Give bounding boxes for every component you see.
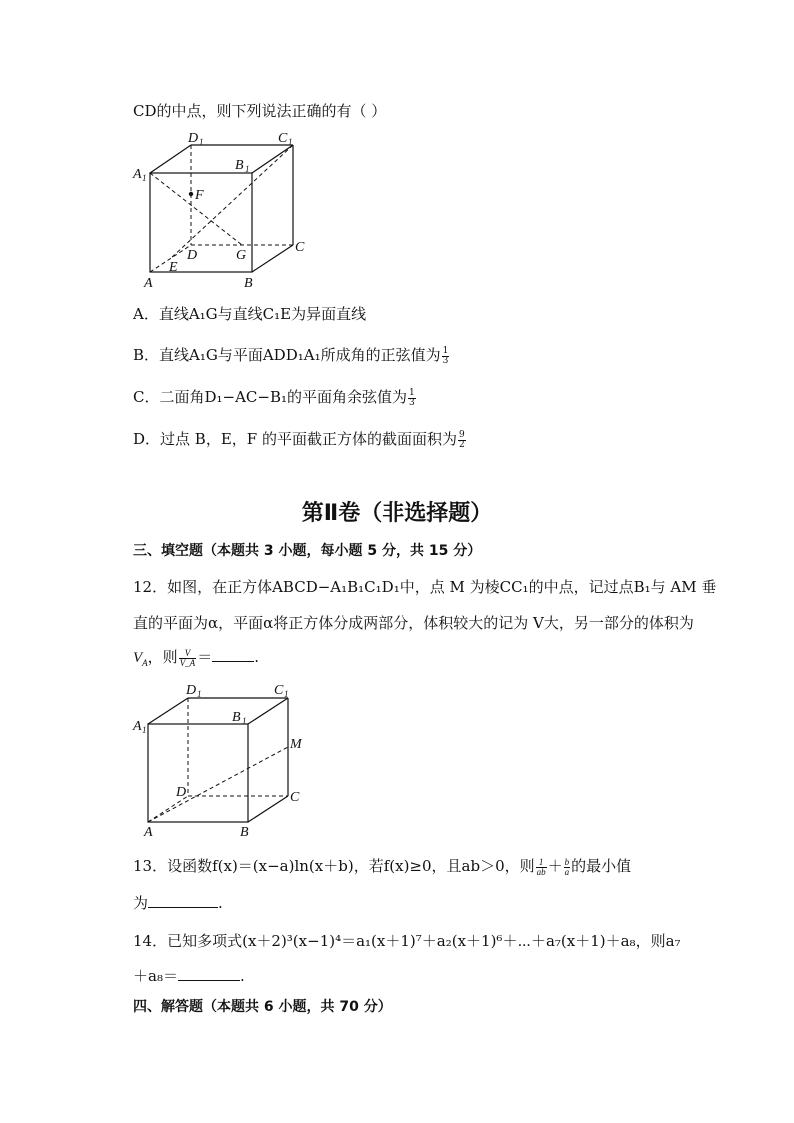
svg-text:1: 1 — [242, 716, 247, 726]
q12-answer-blank[interactable] — [212, 649, 254, 662]
svg-text:1: 1 — [245, 164, 250, 174]
q11-option-b-text: B．直线A₁G与平面ADD₁A₁所成角的正弦值为 — [133, 346, 441, 364]
svg-text:B: B — [235, 158, 244, 173]
q13-line1: 13．设函数f(x)＝(x−a)ln(x＋b)，若f(x)≥0，且ab＞0，则 $\frac{1}{ab}$ ＋ $\frac{b}{a}$ 的最小值 — [133, 856, 632, 877]
q13-answer-blank[interactable] — [148, 895, 218, 908]
svg-text:D: D — [186, 683, 197, 698]
q13-fraction-1: $\frac{1}{ab}$ — [536, 856, 546, 877]
q12-fraction: $\frac{V}{V\_A}$ — [179, 647, 196, 668]
svg-text:1: 1 — [284, 689, 289, 699]
svg-text:C: C — [295, 240, 305, 255]
svg-text:C: C — [278, 131, 288, 146]
q11-option-d — [133, 428, 467, 450]
svg-text:A: A — [144, 276, 153, 291]
section2-title: 第Ⅱ卷（非选择题） — [301, 501, 493, 526]
q14-answer-blank[interactable] — [178, 968, 240, 981]
svg-text:1: 1 — [288, 137, 293, 147]
q11-option-b-fraction: $\frac{1}{3}$ — [442, 345, 449, 366]
svg-text:G: G — [236, 248, 247, 263]
q13-fraction-2: $\frac{b}{a}$ — [564, 856, 570, 877]
svg-text:D: D — [187, 248, 198, 263]
section4-header: 四、解答题（本题共 6 小题，共 70 分） — [133, 999, 392, 1015]
svg-text:A: A — [144, 825, 153, 840]
q11-option-b — [133, 344, 450, 366]
svg-text:E: E — [169, 260, 178, 275]
svg-text:B: B — [240, 825, 249, 840]
svg-text:D: D — [188, 131, 199, 146]
q12-line1: 12．如图，在正方体ABCD−A₁B₁C₁D₁中，点 M 为棱CC₁的中点，记过点B₁与 AM 垂 — [133, 578, 717, 596]
svg-text:B: B — [244, 276, 253, 291]
q11-option-c-fraction: $\frac{1}{3}$ — [409, 387, 415, 408]
svg-text:D: D — [176, 785, 187, 800]
q11-option-d-text: D．过点 B，E，F 的平面截正方体的截面面积为 — [133, 430, 457, 448]
svg-text:C: C — [274, 683, 284, 698]
q11-option-a: A．直线A₁G与直线C₁E为异面直线 — [133, 305, 367, 323]
q11-option-c — [133, 386, 417, 408]
q11-option-d-fraction: $\frac{9}{2}$ — [458, 429, 465, 450]
q11-cube-figure — [128, 128, 318, 293]
svg-text:1: 1 — [142, 725, 147, 735]
q14-line1: 14．已知多项式(x＋2)³(x−1)⁴＝a₁(x＋1)⁷＋a₂(x＋1)⁶＋⋯＋a₇(x＋1)＋a₈，则a₇ — [133, 932, 681, 950]
q14-line2: ＋a₈＝ . — [133, 967, 245, 985]
q12-line2: 直的平面为α，平面α将正方体分成两部分，体积较大的记为 V大，另一部分的体积为 — [133, 614, 694, 632]
svg-text:A: A — [133, 719, 142, 734]
section3-header: 三、填空题（本题共 3 小题，每小题 5 分，共 15 分） — [133, 543, 482, 559]
q12-line3: $V_A$，则 $\frac{V}{V\_A}$ ＝ . — [133, 647, 259, 668]
svg-text:B: B — [232, 710, 241, 725]
q11-option-c-text: C．二面角D₁−AC−B₁的平面角余弦值为 — [133, 388, 408, 406]
q12-cube-figure — [128, 680, 318, 840]
svg-text:1: 1 — [142, 173, 147, 183]
q13-line2: 为 . — [133, 894, 223, 912]
svg-text:A: A — [133, 167, 142, 182]
svg-text:M: M — [290, 737, 302, 752]
svg-text:F: F — [195, 188, 204, 203]
svg-text:1: 1 — [199, 137, 204, 147]
svg-text:C: C — [290, 790, 300, 805]
svg-text:1: 1 — [197, 689, 202, 699]
q11-intro: CD的中点，则下列说法正确的有（ ） — [133, 102, 387, 120]
